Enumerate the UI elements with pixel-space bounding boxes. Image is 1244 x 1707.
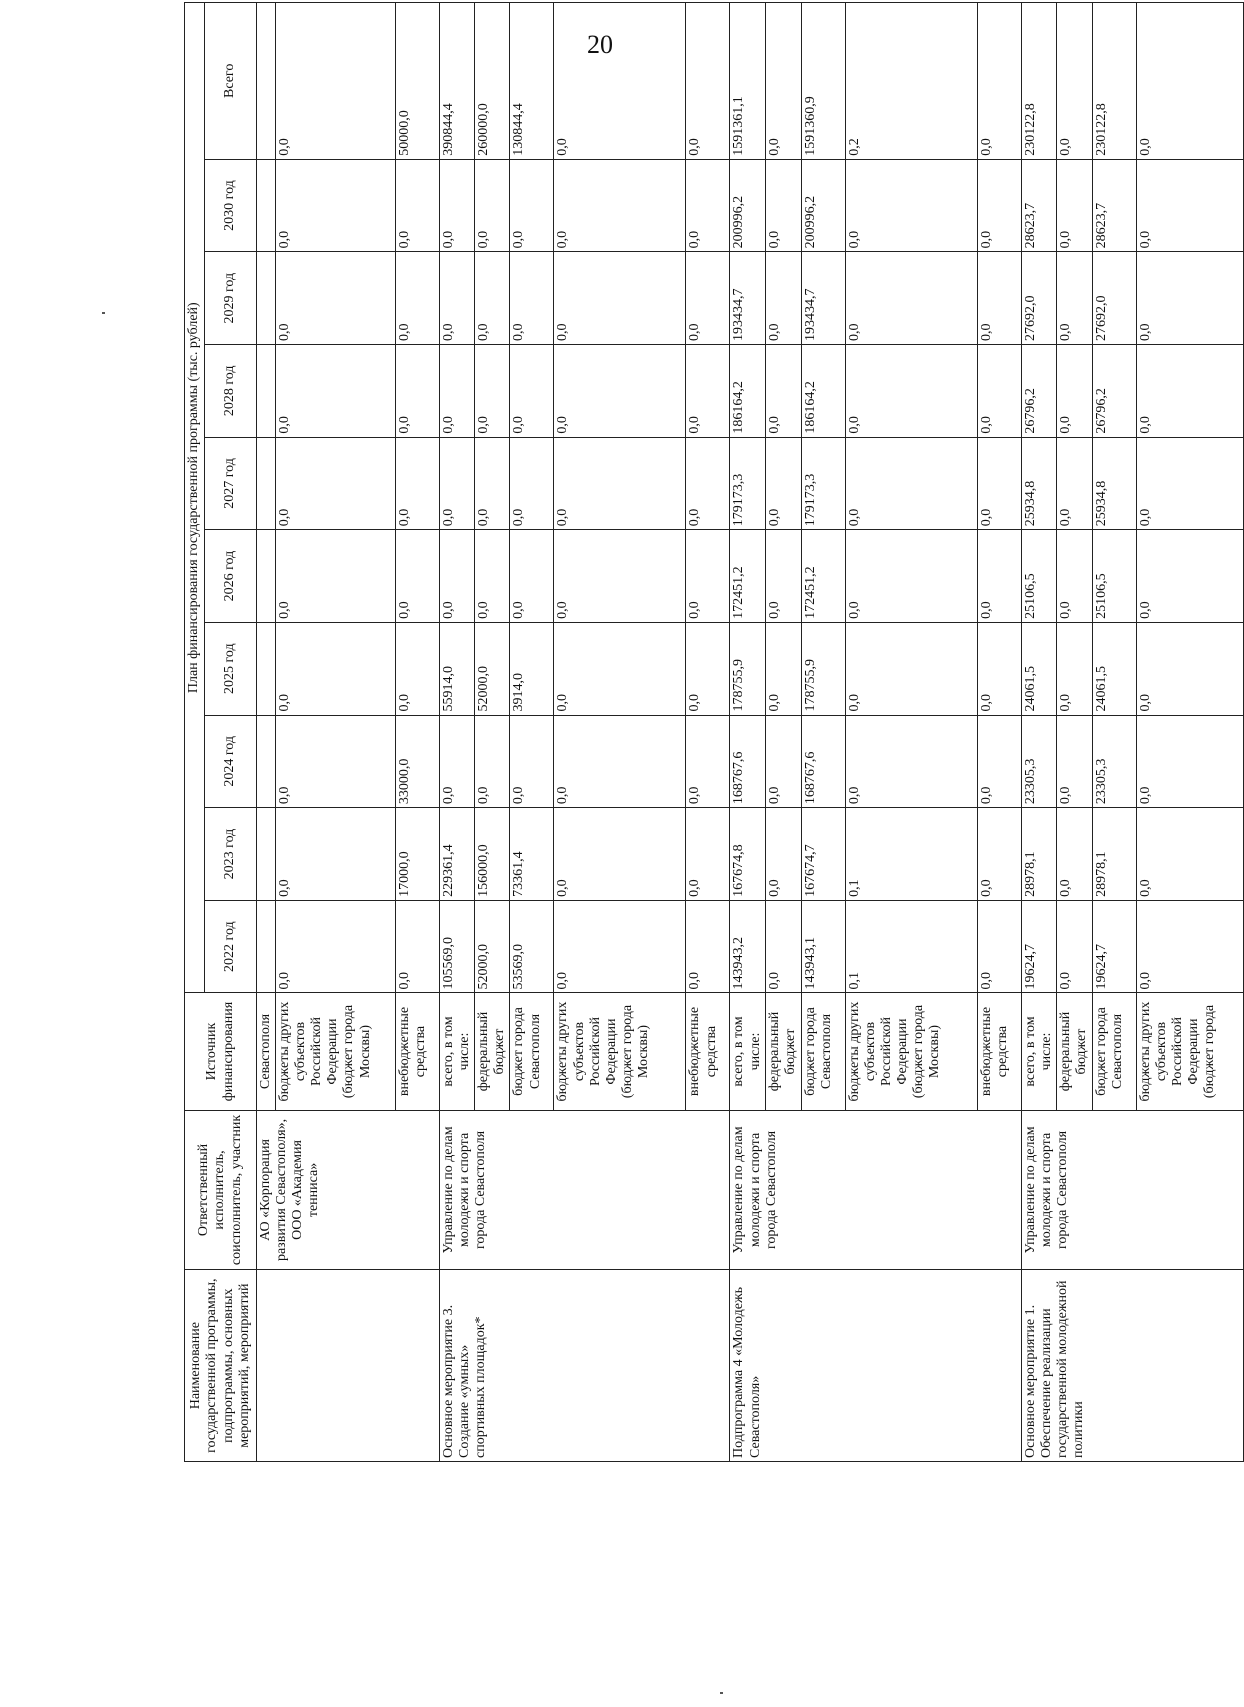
value-cell [257,900,276,993]
value-cell: 0,0 [977,900,1021,993]
value-cell: 0,0 [765,159,801,252]
value-cell: 105569,0 [440,900,475,993]
value-cell: 186164,2 [730,344,765,437]
value-cell: 0,0 [396,252,440,345]
source-cell: бюджет города Севастополя [801,993,845,1110]
value-cell: 229361,4 [440,808,475,901]
total-cell: 0,0 [276,3,396,160]
value-cell: 0,0 [510,159,554,252]
header-year: 2029 год [205,252,257,345]
value-cell: 0,0 [554,159,686,252]
value-cell: 200996,2 [801,159,845,252]
value-cell: 0,0 [554,530,686,623]
value-cell: 19624,7 [1021,900,1056,993]
total-cell: 0,0 [765,3,801,160]
value-cell: 0,1 [845,808,977,901]
value-cell: 0,0 [765,808,801,901]
value-cell: 179173,3 [730,437,765,530]
header-name: Наименование государственной программы, подпрограммы, основных мероприятий, мероприятий [185,1270,257,1462]
rotated-table-wrapper [184,2,1218,1462]
value-cell: 0,0 [554,622,686,715]
value-cell: 52000,0 [475,622,510,715]
value-cell: 168767,6 [801,715,845,808]
responsible-cell: АО «Корпорация развития Севастополя», ООО «Академия тенниса» [257,1110,440,1270]
value-cell: 0,0 [1136,252,1243,345]
value-cell [257,808,276,901]
header-year: 2024 год [205,715,257,808]
value-cell: 0,0 [1056,530,1092,623]
responsible-cell: Управление по делам молодежи и спорта города Севастополя [440,1110,730,1270]
value-cell: 0,0 [686,808,730,901]
value-cell: 143943,1 [801,900,845,993]
value-cell: 0,0 [686,344,730,437]
program-name-cell: Основное мероприятие 1. Обеспечение реализации государственной молодежной политики [1021,1270,1243,1462]
source-cell: всего, в том числе: [1021,993,1056,1110]
total-cell: 390844,4 [440,3,475,160]
value-cell: 0,0 [510,715,554,808]
value-cell: 168767,6 [730,715,765,808]
value-cell: 19624,7 [1092,900,1136,993]
value-cell: 0,0 [977,437,1021,530]
value-cell: 143943,2 [730,900,765,993]
value-cell: 0,0 [276,715,396,808]
scan-speck [720,1692,723,1694]
value-cell: 3914,0 [510,622,554,715]
value-cell: 0,0 [845,437,977,530]
table-row [730,3,765,1462]
value-cell: 0,0 [845,715,977,808]
value-cell: 0,0 [475,252,510,345]
total-cell: 0,0 [1136,3,1243,160]
source-cell: бюджеты других субъектов Российской Федерации (бюджет города Москвы) [554,993,686,1110]
value-cell: 0,0 [686,252,730,345]
value-cell: 27692,0 [1092,252,1136,345]
value-cell: 0,0 [1136,344,1243,437]
value-cell: 0,1 [845,900,977,993]
value-cell: 0,0 [554,715,686,808]
value-cell: 0,0 [276,900,396,993]
value-cell: 0,0 [276,344,396,437]
total-cell: 1591360,9 [801,3,845,160]
value-cell: 0,0 [276,622,396,715]
source-cell: внебюджетные средства [977,993,1021,1110]
value-cell: 0,0 [396,622,440,715]
value-cell: 0,0 [765,437,801,530]
value-cell: 24061,5 [1092,622,1136,715]
value-cell: 0,0 [1136,622,1243,715]
value-cell: 167674,7 [801,808,845,901]
value-cell: 0,0 [475,715,510,808]
value-cell: 28978,1 [1021,808,1056,901]
value-cell: 0,0 [1136,437,1243,530]
value-cell: 17000,0 [396,808,440,901]
value-cell: 156000,0 [475,808,510,901]
header-year: 2030 год [205,159,257,252]
value-cell: 27692,0 [1021,252,1056,345]
value-cell: 23305,3 [1092,715,1136,808]
value-cell: 0,0 [765,252,801,345]
source-cell: внебюджетные средства [396,993,440,1110]
value-cell: 33000,0 [396,715,440,808]
value-cell: 26796,2 [1092,344,1136,437]
value-cell: 0,0 [1056,808,1092,901]
value-cell [257,530,276,623]
value-cell: 0,0 [1056,344,1092,437]
value-cell [257,252,276,345]
value-cell: 0,0 [845,344,977,437]
value-cell: 0,0 [440,159,475,252]
value-cell: 0,0 [1056,159,1092,252]
value-cell: 0,0 [554,900,686,993]
value-cell: 25106,5 [1021,530,1056,623]
value-cell [257,344,276,437]
total-cell: 0,0 [554,3,686,160]
value-cell: 25106,5 [1092,530,1136,623]
value-cell: 0,0 [276,437,396,530]
value-cell: 0,0 [1136,808,1243,901]
table-row [1021,3,1056,1462]
source-cell: Севастополя [257,993,276,1110]
value-cell: 26796,2 [1021,344,1056,437]
value-cell: 186164,2 [801,344,845,437]
total-cell: 0,0 [1056,3,1092,160]
value-cell: 0,0 [554,344,686,437]
responsible-cell: Управление по делам молодежи и спорта города Севастополя [730,1110,1021,1270]
source-cell: бюджет города Севастополя [510,993,554,1110]
table-body [257,3,1244,1462]
value-cell: 0,0 [977,622,1021,715]
value-cell: 0,0 [686,159,730,252]
value-cell: 178755,9 [801,622,845,715]
source-cell: внебюджетные средства [686,993,730,1110]
value-cell: 0,0 [440,344,475,437]
value-cell: 0,0 [845,530,977,623]
value-cell: 0,0 [686,530,730,623]
value-cell: 0,0 [510,530,554,623]
value-cell: 0,0 [765,530,801,623]
total-cell: 230122,8 [1092,3,1136,160]
value-cell: 0,0 [396,344,440,437]
value-cell [257,159,276,252]
table-row [440,3,475,1462]
value-cell: 73361,4 [510,808,554,901]
source-cell: федеральный бюджет [765,993,801,1110]
value-cell: 0,0 [845,252,977,345]
value-cell: 0,0 [1056,622,1092,715]
value-cell: 179173,3 [801,437,845,530]
value-cell: 0,0 [765,715,801,808]
value-cell: 0,0 [276,808,396,901]
header-year: 2028 год [205,344,257,437]
source-cell: бюджеты других субъектов Российской Федерации (бюджет города Москвы) [276,993,396,1110]
table-row [257,3,276,1462]
header-responsible: Ответственный исполнитель, соисполнитель, участник [185,1110,257,1270]
value-cell: 178755,9 [730,622,765,715]
value-cell: 0,0 [510,437,554,530]
source-cell: федеральный бюджет [1056,993,1092,1110]
value-cell: 0,0 [765,900,801,993]
value-cell: 0,0 [1056,715,1092,808]
value-cell: 0,0 [475,437,510,530]
value-cell: 0,0 [765,344,801,437]
value-cell: 167674,8 [730,808,765,901]
page-number: 20 [587,30,613,59]
value-cell [257,437,276,530]
value-cell: 0,0 [276,159,396,252]
value-cell: 55914,0 [440,622,475,715]
total-cell [257,3,276,160]
header-year: 2027 год [205,437,257,530]
value-cell: 0,0 [1056,252,1092,345]
value-cell: 0,0 [276,252,396,345]
value-cell: 0,0 [765,622,801,715]
header-year: 2023 год [205,808,257,901]
value-cell: 0,0 [1136,159,1243,252]
value-cell: 0,0 [977,252,1021,345]
value-cell: 193434,7 [730,252,765,345]
value-cell: 0,0 [475,344,510,437]
value-cell: 0,0 [845,622,977,715]
total-cell: 1591361,1 [730,3,765,160]
value-cell: 0,0 [977,715,1021,808]
value-cell: 0,0 [475,530,510,623]
value-cell: 0,0 [686,622,730,715]
program-name-cell [257,1270,440,1462]
value-cell: 0,0 [510,344,554,437]
value-cell: 0,0 [845,159,977,252]
value-cell: 0,0 [977,344,1021,437]
financing-table [184,2,1244,1462]
source-cell: федеральный бюджет [475,993,510,1110]
value-cell: 0,0 [686,900,730,993]
value-cell [257,715,276,808]
value-cell: 0,0 [440,437,475,530]
value-cell: 172451,2 [730,530,765,623]
value-cell: 0,0 [554,437,686,530]
value-cell: 0,0 [510,252,554,345]
value-cell: 193434,7 [801,252,845,345]
value-cell: 0,0 [1136,530,1243,623]
source-cell: бюджеты других субъектов Российской Федерации (бюджет города Москвы) [845,993,977,1110]
value-cell: 52000,0 [475,900,510,993]
value-cell: 0,0 [977,159,1021,252]
header-plan: План финансирования государственной программы (тыс. рублей) [185,3,205,993]
total-cell: 0,2 [845,3,977,160]
value-cell: 28978,1 [1092,808,1136,901]
source-cell: всего, в том числе: [730,993,765,1110]
total-cell: 260000,0 [475,3,510,160]
header-row-top [185,3,205,1462]
value-cell: 0,0 [977,530,1021,623]
value-cell: 0,0 [1136,715,1243,808]
program-name-cell: Основное мероприятие 3. Создание «умных» спортивных площадок* [440,1270,730,1462]
total-cell: 130844,4 [510,3,554,160]
header-year: 2026 год [205,530,257,623]
value-cell: 0,0 [440,530,475,623]
value-cell: 28623,7 [1021,159,1056,252]
value-cell: 0,0 [396,437,440,530]
value-cell: 0,0 [440,252,475,345]
header-total: Всего [205,3,257,160]
header-year: 2022 год [205,900,257,993]
value-cell: 53569,0 [510,900,554,993]
value-cell: 0,0 [1056,900,1092,993]
value-cell: 24061,5 [1021,622,1056,715]
header-source: Источник финансирования [185,993,257,1110]
source-cell: всего, в том числе: [440,993,475,1110]
value-cell: 25934,8 [1092,437,1136,530]
total-cell: 0,0 [686,3,730,160]
value-cell: 172451,2 [801,530,845,623]
value-cell: 200996,2 [730,159,765,252]
total-cell: 230122,8 [1021,3,1056,160]
value-cell [257,622,276,715]
value-cell: 23305,3 [1021,715,1056,808]
value-cell: 0,0 [440,715,475,808]
value-cell: 0,0 [475,159,510,252]
value-cell: 0,0 [276,530,396,623]
header-year: 2025 год [205,622,257,715]
value-cell: 0,0 [686,715,730,808]
value-cell: 28623,7 [1092,159,1136,252]
value-cell: 0,0 [396,530,440,623]
value-cell: 25934,8 [1021,437,1056,530]
source-cell: бюджет города Севастополя [1092,993,1136,1110]
total-cell: 0,0 [977,3,1021,160]
value-cell: 0,0 [977,808,1021,901]
value-cell: 0,0 [1056,437,1092,530]
program-name-cell: Подпрограмма 4 «Молодежь Севастополя» [730,1270,1021,1462]
source-cell: бюджеты других субъектов Российской Федерации (бюджет города [1136,993,1243,1110]
value-cell: 0,0 [554,808,686,901]
scan-speck [102,312,105,314]
value-cell: 0,0 [686,437,730,530]
value-cell: 0,0 [396,159,440,252]
value-cell: 0,0 [396,900,440,993]
value-cell: 0,0 [554,252,686,345]
responsible-cell: Управление по делам молодежи и спорта города Севастополя [1021,1110,1243,1270]
total-cell: 50000,0 [396,3,440,160]
value-cell: 0,0 [1136,900,1243,993]
